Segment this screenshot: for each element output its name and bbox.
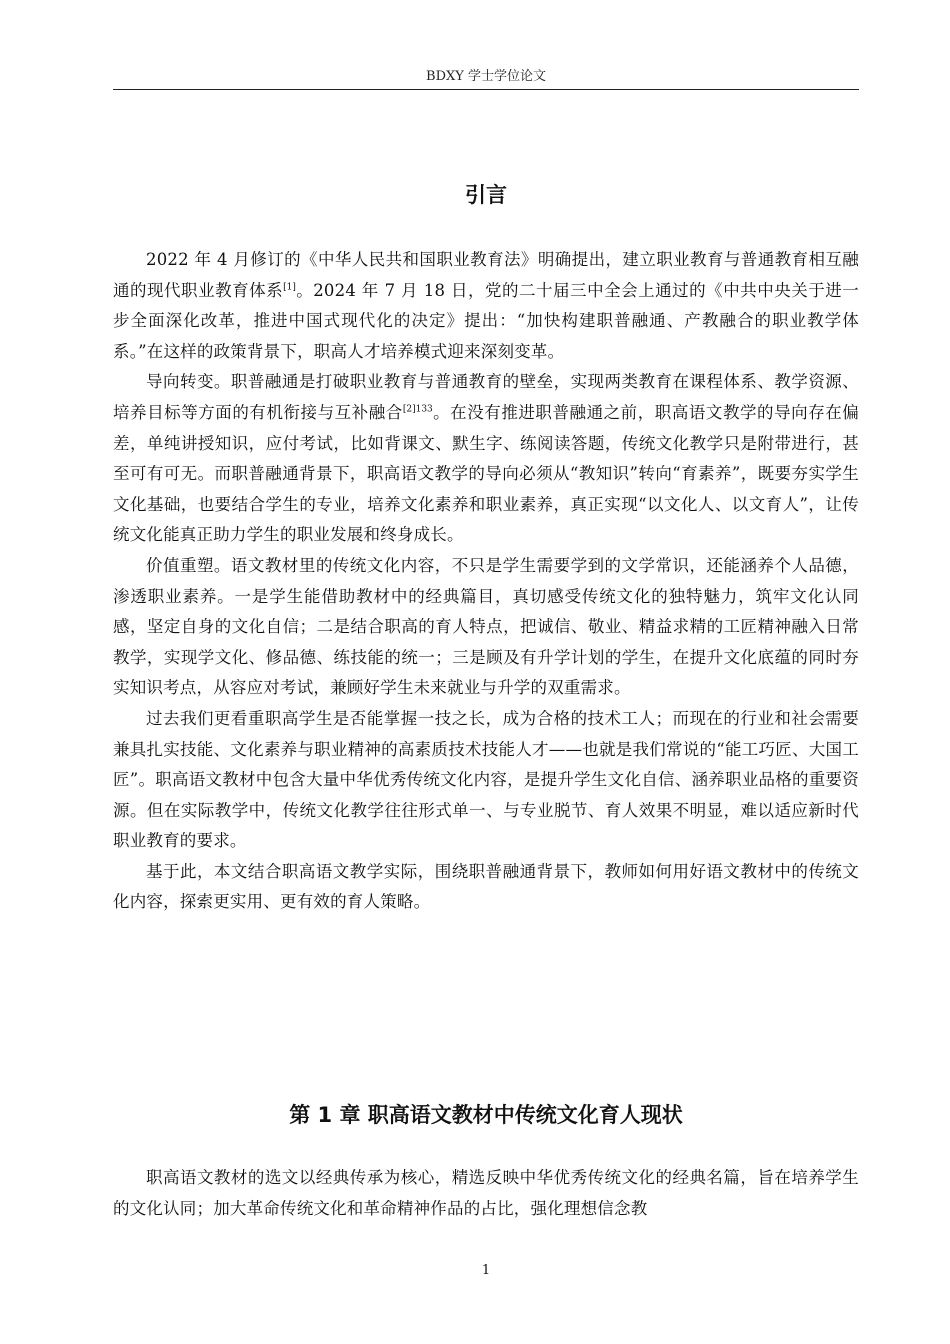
citation-2: [2]133 (402, 404, 433, 415)
header-rule (113, 89, 859, 90)
intro-paragraph-2-text-b: 。在没有推进职普融通之前，职高语文教学的导向存在偏差，单纯讲授知识，应付考试，比如背课文、默生字、练阅读答题，传统文化教学只是附带进行，甚至可有可无。而职普融通背景下，职高语文教学的导向必须从“教知识”转向“育素养”，既要夯实学生文化基础，也要结合学生的专业，培养文化素养和职业素养，真正实现“以文化人、以文育人”，让传统文化能真正助力学生的职业发展和终身成长。 (113, 402, 860, 545)
page-number: 1 (481, 1263, 491, 1278)
intro-paragraph-4: 过去我们更看重职高学生是否能掌握一技之长，成为合格的技术工人；而现在的行业和社会需要兼具扎实技能、文化素养与职业精神的高素质技术技能人才——也就是我们常说的“能工巧匠、大国工匠”。职高语文教材中包含大量中华优秀传统文化内容，是提升学生文化自信、涵养职业品格的重要资源。但在实际教学中，传统文化教学往往形式单一、与专业脱节、育人效果不明显，难以适应新时代职业教育的要求。 (113, 708, 859, 851)
intro-title: 引言 (465, 183, 507, 207)
running-header: BDXY 学士学位论文 (426, 69, 546, 84)
intro-paragraph-2-text-a: 导向转变。职普融通是打破职业教育与普通教育的壁垒，实现两类教育在课程体系、教学资源、培养目标等方面的有机衔接与互补融合 (113, 372, 859, 422)
intro-paragraph-1-text-a: 2022 年 4 月修订的《中华人民共和国职业教育法》明确提出，建立职业教育与普通教育相互融通的现代职业教育体系 (113, 250, 859, 300)
intro-paragraph-1-text-b: 。2024 年 7 月 18 日，党的二十届三中全会上通过的《中共中央关于进一步全面深化改革，推进中国式现代化的决定》提出：“加快构建职普融通、产教融合的职业教学体系。”在这样的政策背景下，职高人才培养模式迎来深刻变革。 (113, 280, 859, 361)
citation-1: [1] (283, 282, 296, 293)
chapter-1-title: 第 1 章 职高语文教材中传统文化育人现状 (289, 1103, 683, 1127)
chapter-1-body (113, 1163, 859, 1224)
intro-paragraph-3: 价值重塑。语文教材里的传统文化内容，不只是学生需要学到的文学常识，还能涵养个人品德，渗透职业素养。一是学生能借助教材中的经典篇目，真切感受传统文化的独特魅力，筑牢文化认同感，坚定自身的文化自信；二是结合职高的育人特点，把诚信、敬业、精益求精的工匠精神融入日常教学，实现学文化、修品德、练技能的统一；三是顾及有升学计划的学生，在提升文化底蕴的同时夯实知识考点，从容应对考试，兼顾好学生未来就业与升学的双重需求。 (113, 555, 859, 698)
intro-paragraph-5: 基于此，本文结合职高语文教学实际，围绕职普融通背景下，教师如何用好语文教材中的传统文化内容，探索更实用、更有效的育人策略。 (113, 861, 859, 912)
intro-body (113, 245, 859, 918)
intro-paragraph-1 (113, 245, 859, 367)
chapter-1-paragraph-1: 职高语文教材的选文以经典传承为核心，精选反映中华优秀传统文化的经典名篇，旨在培养学生的文化认同；加大革命传统文化和革命精神作品的占比，强化理想信念教 (113, 1168, 859, 1218)
intro-paragraph-2 (113, 367, 859, 551)
